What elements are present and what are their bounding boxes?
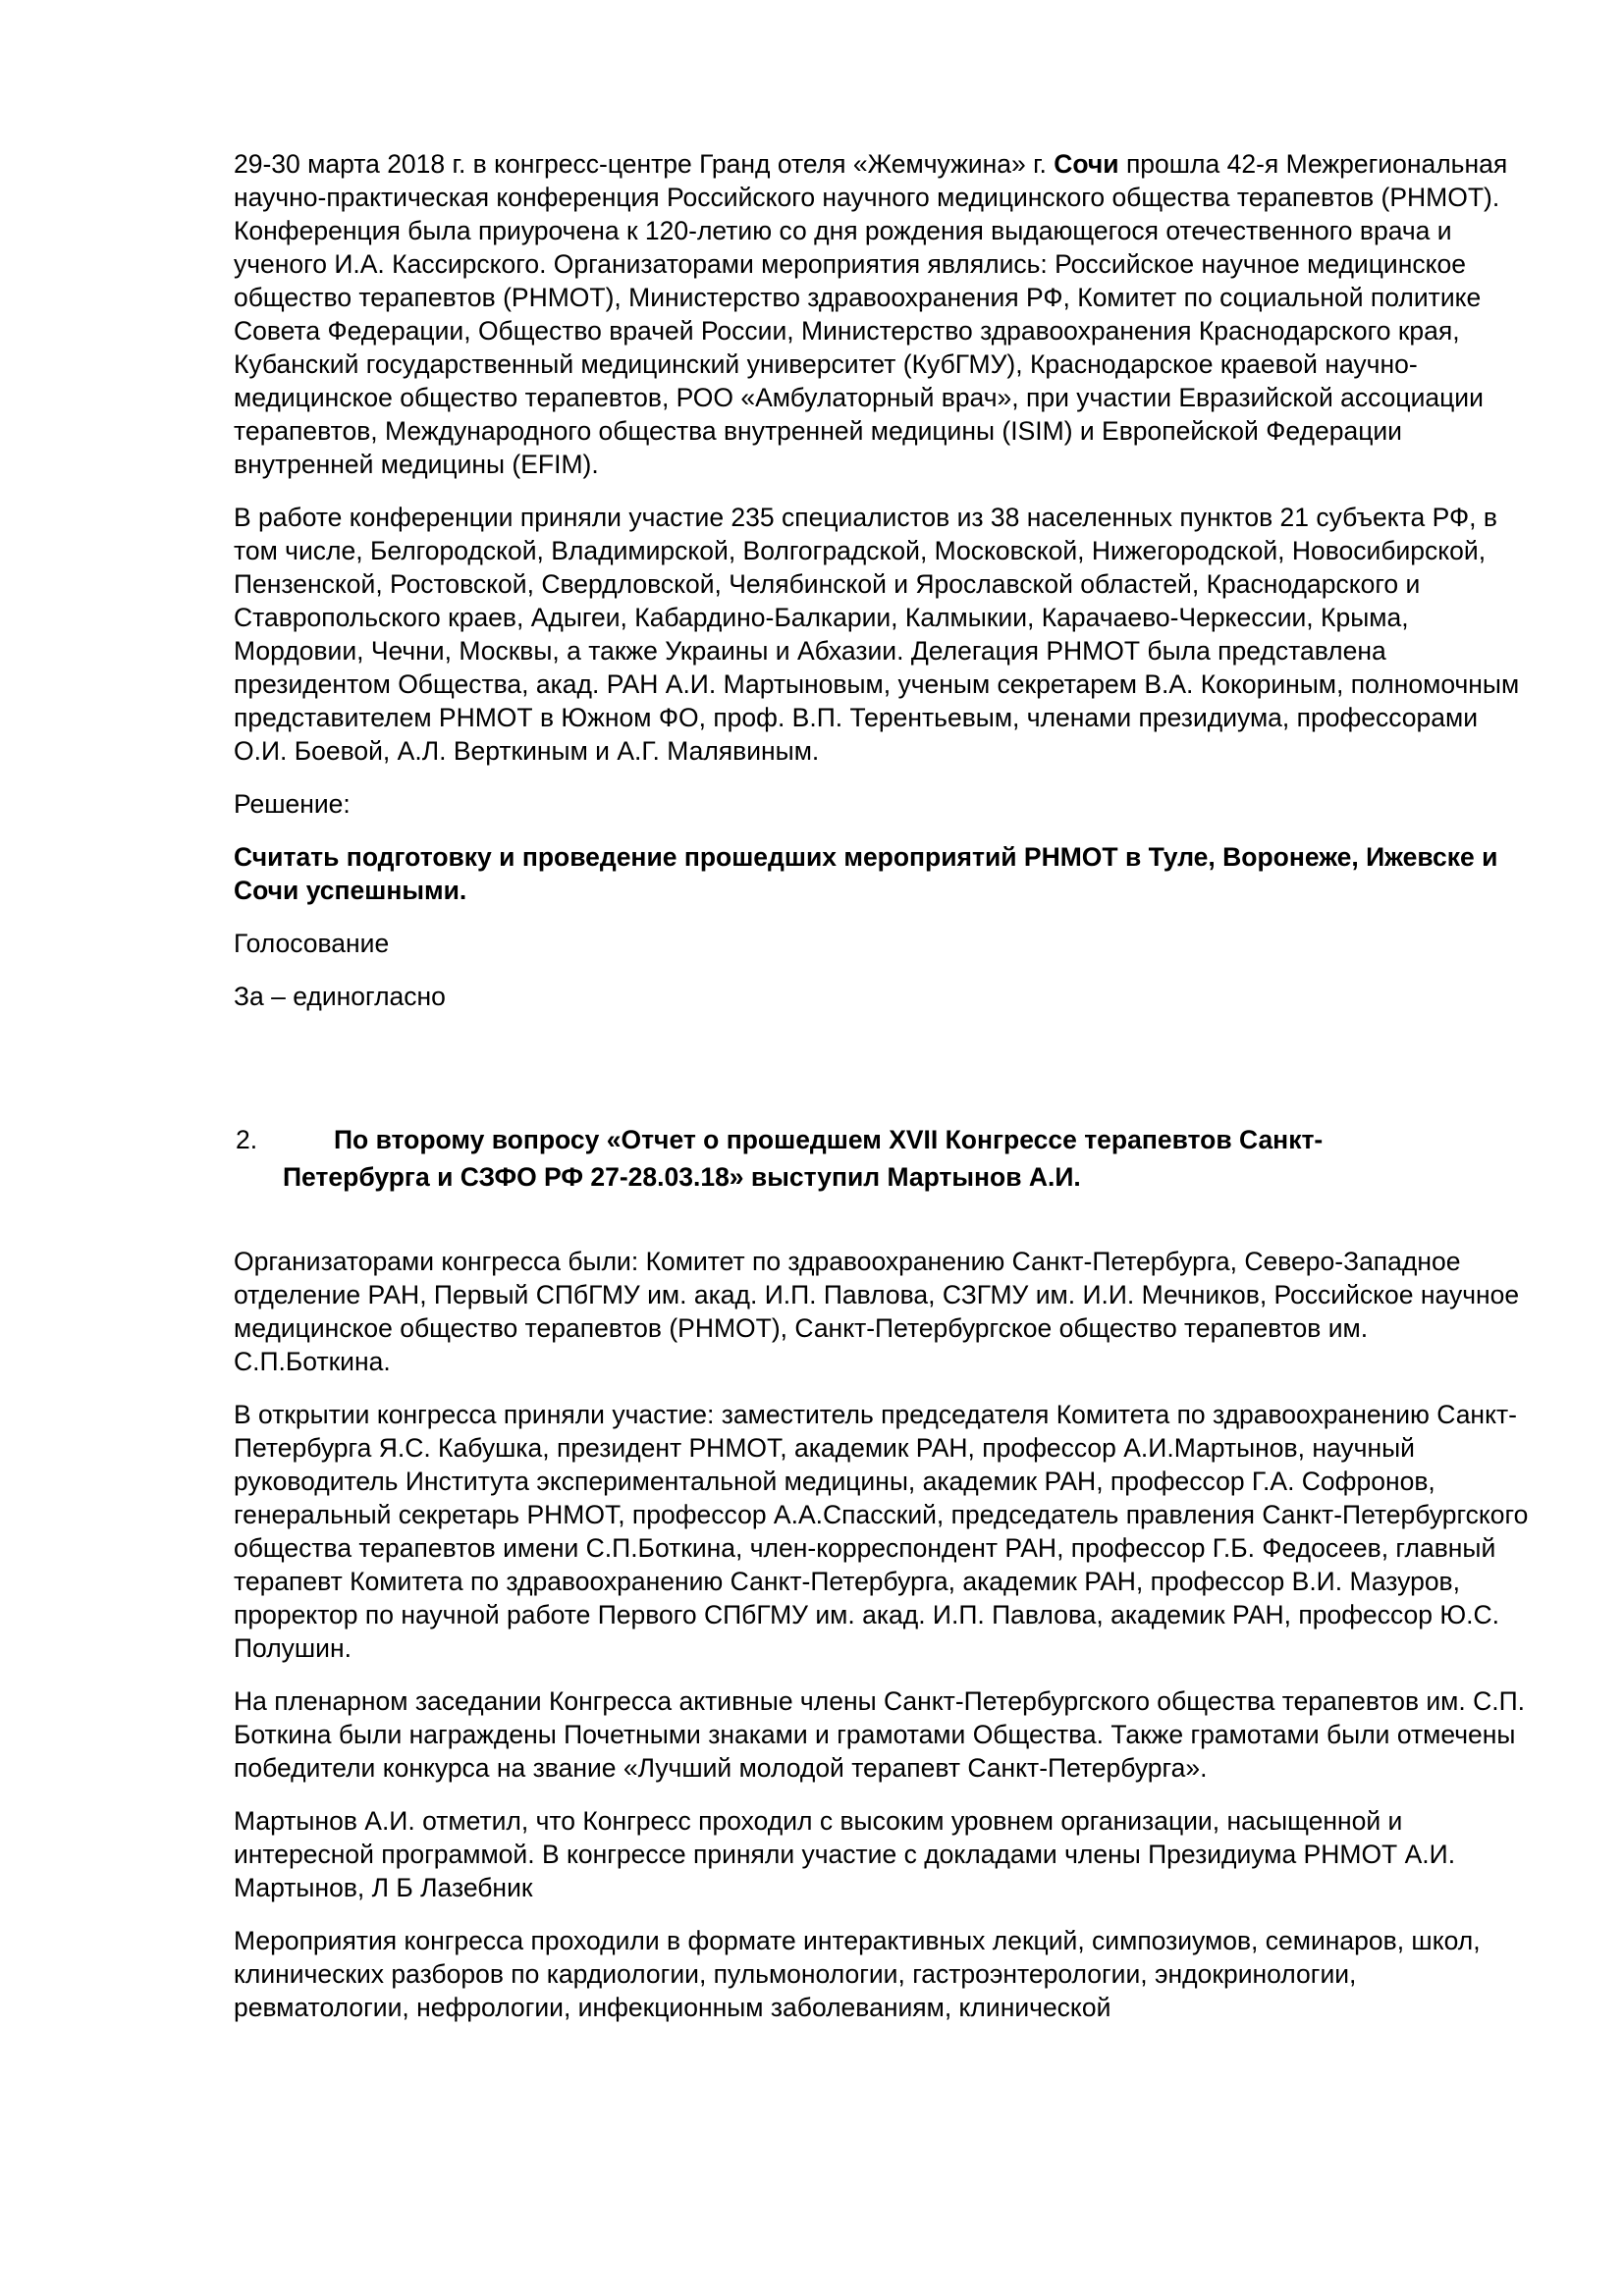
- paragraph-events-format: Мероприятия конгресса проходили в формате интерактивных лекций, симпозиумов, семинаров, школ, клинических разборов по кардиологии, пульмонологии, гастроэнтерологии, эндокринологии, ревматологии, нефрологии, инфекционным заболеваниям, клинической: [234, 1926, 1481, 2022]
- vote-label: Голосование: [234, 929, 390, 958]
- paragraph-sochi-conference: [234, 147, 1530, 481]
- vote-result: За – единогласно: [234, 982, 446, 1011]
- paragraph-participants: В работе конференции приняли участие 235 специалистов из 38 населенных пунктов 21 субъекта РФ, в том числе, Белгородской, Владимирской, Волгоградской, Московской, Нижегородской, Новосибирской, Пензенской, Ростовской, Свердловской, Челябинской и Ярославской областей, Краснодарского и Ставропольского краев, Адыгеи, Кабардино-Балкарии, Калмыкии, Карачаево-Черкессии, Крыма, Мордовии, Чечни, Москвы, а также Украины и Абхазии. Делегация РНМОТ была представлена президентом Общества, акад. РАН А.И. Мартыновым, ученым секретарем В.А. Кокориным, полномочным представителем РНМОТ в Южном ФО, проф. В.П. Терентьевым, членами президиума, профессорами О.И. Боевой, А.Л. Верткиным и А.Г. Малявиным.: [234, 503, 1520, 766]
- section-heading-2: [234, 1121, 1530, 1196]
- paragraph-plenary: На пленарном заседании Конгресса активные члены Санкт-Петербургского общества терапевтов им. С.П. Боткина были награждены Почетными знаками и грамотами Общества. Также грамотами были отмечены победители конкурса на звание «Лучший молодой терапевт Санкт-Петербурга».: [234, 1686, 1526, 1783]
- heading-line-2: Петербурга и СЗФО РФ 27-28.03.18» выступил Мартынов А.И.: [283, 1162, 1081, 1192]
- paragraph-organizers: Организаторами конгресса были: Комитет по здравоохранению Санкт-Петербурга, Северо-Западное отделение РАН, Первый СПбГМУ им. акад. И.П. Павлова, СЗГМУ им. И.И. Мечников, Российское научное медицинское общество терапевтов (РНМОТ), Санкт-Петербургское общество терапевтов им. С.П.Боткина.: [234, 1247, 1520, 1376]
- decision-text: Считать подготовку и проведение прошедших мероприятий РНМОТ в Туле, Воронеже, Ижевске и Сочи успешными.: [234, 842, 1498, 905]
- heading-line-1: По второму вопросу «Отчет о прошедшем XVII Конгрессе терапевтов Санкт-: [334, 1125, 1324, 1154]
- paragraph-opening: В открытии конгресса приняли участие: заместитель председателя Комитета по здравоохранению Санкт-Петербурга Я.С. Кабушка, президент РНМОТ, академик РАН, профессор А.И.Мартынов, научный руководитель Института экспериментальной медицины, академик РАН, профессор Г.А. Софронов, генеральный секретарь РНМОТ, профессор А.А.Спасский, председатель правления Санкт-Петербургского общества терапевтов имени С.П.Боткина, член-корреспондент РАН, профессор Г.Б. Федосеев, главный терапевт Комитета по здравоохранению Санкт-Петербурга, академик РАН, профессор В.И. Мазуров, проректор по научной работе Первого СПбГМУ им. акад. И.П. Павлова, академик РАН, профессор Ю.С. Полушин.: [234, 1400, 1529, 1663]
- document-page: [234, 147, 1530, 2044]
- paragraph-martynov-note: Мартынов А.И. отметил, что Конгресс проходил с высоким уровнем организации, насыщенной и интересной программой. В конгрессе приняли участие с докладами члены Президиума РНМОТ А.И. Мартынов, Л Б Лазебник: [234, 1806, 1456, 1902]
- heading-number: 2.: [236, 1125, 258, 1154]
- decision-label: Решение:: [234, 789, 351, 819]
- paragraph-text: прошла 42-я Межрегиональная научно-практическая конференция Российского научного медицинского общества терапевтов (РНМОТ). Конференция была приурочена к 120-летию со дня рождения выдающегося отечественного врача и ученого И.А. Кассирского. Организаторами мероприятия являлись: Российское научное медицинское общество терапевтов (РНМОТ), Министерство здравоохранения РФ, Комитет по социальной политике Совета Федерации, Общество врачей России, Министерство здравоохранения Краснодарского края, Кубанский государственный медицинский университет (КубГМУ), Краснодарское краевой научно-медицинское общество терапевтов, РОО «Амбулаторный врач», при участии Евразийской ассоциации терапевтов, Международного общества внутренней медицины (ISIM) и Европейской Федерации внутренней медицины (EFIM).: [234, 149, 1508, 479]
- bold-city-name: Сочи: [1054, 149, 1119, 179]
- spacer: [234, 1033, 1530, 1121]
- paragraph-text: 29-30 марта 2018 г. в конгресс-центре Гранд отеля «Жемчужина» г.: [234, 149, 1055, 179]
